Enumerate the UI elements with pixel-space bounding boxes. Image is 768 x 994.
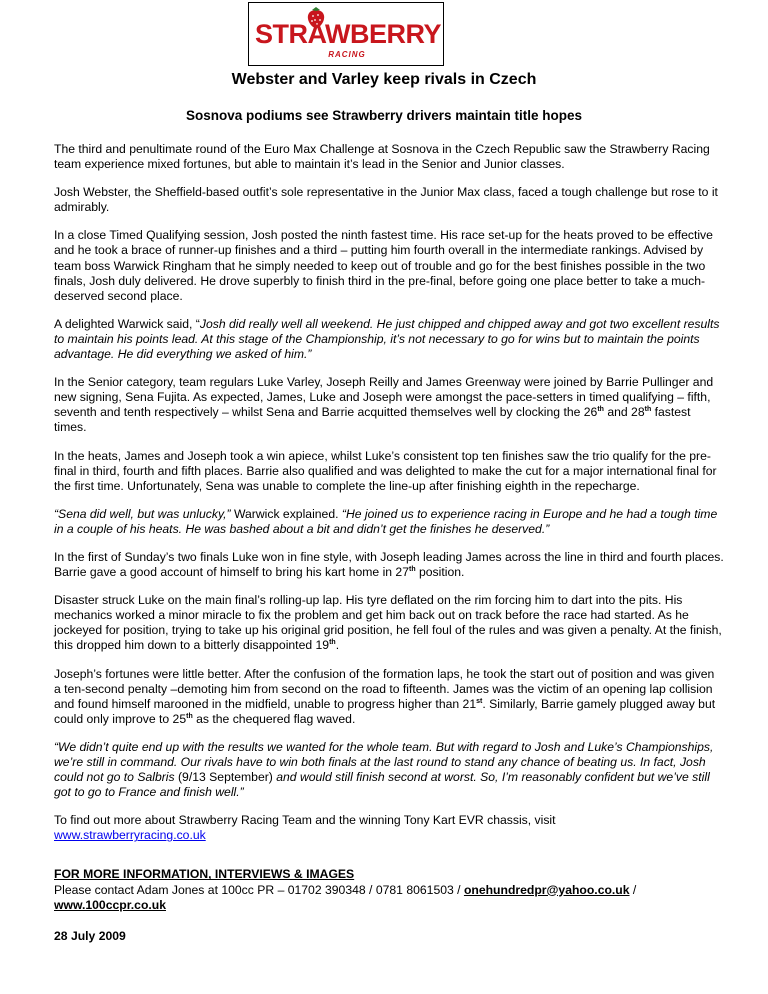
- text-run: Disaster struck Luke on the main final’s rolling-up lap. His tyre deflated on the rim forcing him to dart into the pits. His mechanics worked a minor miracle to fix the problem and get him back out on track before the race had started. As he jockeyed for position, trying to take up his original grid position, he fell foul of the rules and was given a penalty. At the finish, this dropped him down to a bitterly disappointed 19: [54, 593, 722, 653]
- ordinal-suffix: th: [186, 712, 193, 720]
- text-run: and 28: [603, 405, 645, 420]
- logo-wordmark: STRAWBERRY: [255, 19, 442, 49]
- text-run: (9/13 September): [174, 770, 277, 785]
- ordinal-suffix: th: [644, 406, 652, 414]
- text-run: /: [629, 882, 637, 897]
- strawberry-racing-link[interactable]: www.strawberryracing.co.uk: [54, 828, 206, 843]
- paragraph: [54, 593, 724, 653]
- text-run: . Similarly, Barrie gamely plugged away but could only improve to 25: [54, 696, 716, 726]
- paragraph: The third and penultimate round of the Euro Max Challenge at Sosnova in the Czech Republic saw the Strawberry Racing team experience mixed fortunes, but able to maintain it’s lead in the Senior and Junior classes.: [54, 142, 710, 172]
- quote-lead: A delighted Warwick said, “: [54, 316, 200, 331]
- text-run: In the Senior category, team regulars Luke Varley, Joseph Reilly and James Greenway were joined by Barrie Pullinger and new signing, Sena Fujita. As expected, James, Luke and Joseph were amongst the pace-setters in timed qualifying – fifth, seventh and tenth respectively – whilst Sena and Barrie acquitted themselves well by clocking the 26: [54, 375, 714, 420]
- text-run: as the chequered flag waved.: [192, 711, 356, 726]
- subheadline: Sosnova podiums see Strawberry drivers maintain title hopes: [185, 108, 583, 123]
- text-run: fastest times.: [54, 405, 691, 435]
- ordinal-suffix: st: [476, 697, 483, 705]
- paragraph: [54, 317, 724, 362]
- contact-website[interactable]: www.100ccpr.co.uk: [54, 897, 166, 912]
- text-run: .: [335, 638, 340, 653]
- ordinal-suffix: th: [329, 639, 336, 647]
- contact-heading: FOR MORE INFORMATION, INTERVIEWS & IMAGES: [54, 867, 355, 882]
- contact-block: [54, 867, 724, 912]
- quote-text: and would still finish second at worst. So, I’m reasonably confident but we’ve still got to go to France and finish well.”: [54, 770, 710, 800]
- paragraph: Josh Webster, the Sheffield-based outfit’s sole representative in the Junior Max class, faced a tough challenge but rose to it admirably.: [54, 185, 718, 215]
- quote-text: Josh did really well all weekend. He just chipped and chipped away and got two excellent results to maintain his points lead. At this stage of the Championship, it’s not necessary to go for wins but to maintain the points advantage. He did everything we asked of him.”: [54, 316, 720, 362]
- logo-tagline: RACING: [328, 50, 366, 59]
- paragraph: [54, 507, 724, 537]
- paragraph: [54, 813, 724, 843]
- text-run: In the first of Sunday’s two finals Luke won in fine style, with Joseph leading James across the line in third and fourth places. Barrie gave a good account of himself to bring his kart home in 27: [54, 549, 724, 580]
- ordinal-suffix: th: [597, 406, 604, 414]
- paragraph: [54, 740, 724, 800]
- paragraph: [54, 375, 724, 435]
- headline: Webster and Varley keep rivals in Czech: [231, 71, 537, 88]
- paragraph: [54, 550, 724, 580]
- article-body: [54, 142, 724, 957]
- quote-text: “Sena did well, but was unlucky,”: [54, 506, 231, 521]
- contact-line: Please contact Adam Jones at 100cc PR – 01702 390348 / 0781 8061503 /: [54, 882, 464, 897]
- strawberry-racing-logo: [248, 2, 444, 66]
- paragraph: [54, 667, 724, 727]
- quote-text: “He joined us to experience racing in Europe and he had a tough time in a couple of his heats. He was bashed about a bit and didn’t get the finishes he deserved.”: [54, 506, 718, 536]
- text-run: Warwick explained.: [230, 506, 342, 521]
- paragraph: In the heats, James and Joseph took a win apiece, whilst Luke’s consistent top ten finishes saw the trio qualify for the pre-final in third, fourth and fifth places. Barrie also qualified and was delighted to make the cut for a major international final for the first time. Unfortunately, Sena was unable to complete the line-up after finishing eighth in the repecharge.: [54, 448, 717, 493]
- text-run: To find out more about Strawberry Racing Team and the winning Tony Kart EVR chassis, visit: [54, 813, 556, 828]
- text-run: position.: [415, 565, 465, 580]
- release-date: 28 July 2009: [54, 928, 126, 943]
- contact-email[interactable]: onehundredpr@yahoo.co.uk: [463, 882, 630, 897]
- quote-text: “We didn’t quite end up with the results we wanted for the whole team. But with regard to Josh and Luke’s Championships, we’re still in command. Our rivals have to win both finals at the last round to stand any chance of beating us. In fact, Josh could not go to Salbris: [54, 739, 714, 785]
- text-run: Joseph’s fortunes were little better. After the confusion of the formation laps, he took the start out of position and was given a ten-second penalty –demoting him from second on the road to fifteenth. James was the victim of an opening lap collision and found himself marooned in the midfield, unable to progress higher than 21: [54, 666, 715, 711]
- ordinal-suffix: th: [409, 566, 416, 574]
- paragraph: In a close Timed Qualifying session, Josh posted the ninth fastest time. His race set-up for the heats proved to be effective and he took a brace of runner-up finishes and a third – putting him fourth overall in the intermediate rankings. Advised by team boss Warwick Ringham that he simply needed to keep out of trouble and go for the best finishes possible in the two finals, Josh duly delivered. He drove superbly to finish third in the pre-final, before going one place better to take a much-deserved second place.: [54, 228, 713, 303]
